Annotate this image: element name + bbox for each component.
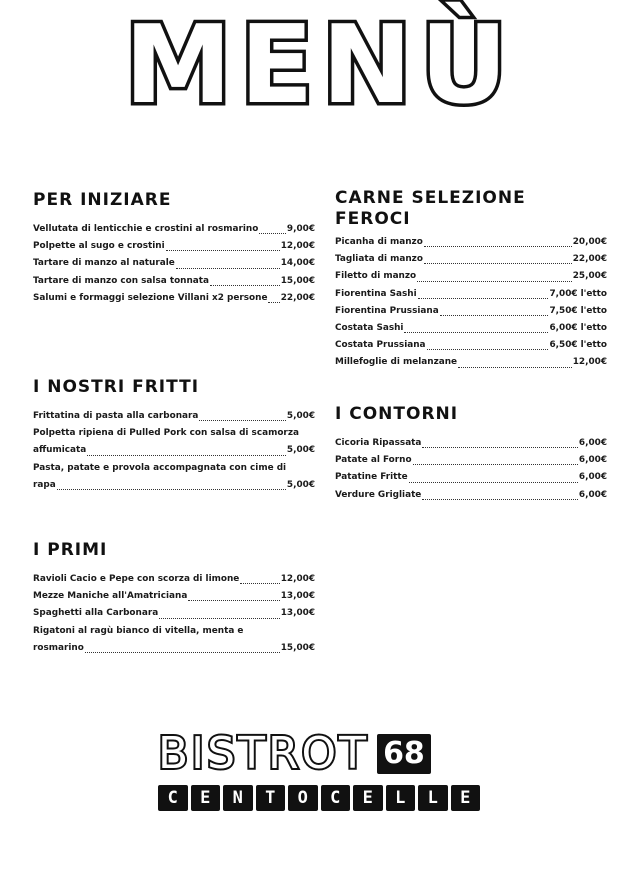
item-price: 14,00€ <box>280 258 315 269</box>
leader-dots <box>422 499 578 500</box>
section-title: I NOSTRI FRITTI <box>33 377 200 397</box>
item-name: rosmarino <box>33 642 84 653</box>
item-name-line: Polpetta ripiena di Pulled Pork con salsa di scamorza <box>33 428 299 439</box>
item-name: Costata Prussiana <box>335 340 426 351</box>
menu-item <box>335 303 607 320</box>
leader-dots <box>440 315 549 316</box>
section-nostri-fritti <box>33 377 315 494</box>
item-price: 9,00€ <box>286 224 315 234</box>
logo-letter-tile: E <box>191 785 221 811</box>
item-name: Tartare di manzo con salsa tonnata <box>33 275 210 286</box>
leader-dots <box>188 600 279 601</box>
menu-item <box>33 290 315 307</box>
leader-dots <box>424 263 572 264</box>
item-name: Spaghetti alla Carbonara <box>33 608 159 619</box>
item-price: 7,00€ l'etto <box>549 288 607 299</box>
logo-letter-tile: C <box>321 785 351 811</box>
section-primi <box>33 540 315 657</box>
leader-dots <box>176 268 280 269</box>
menu-item <box>335 286 607 303</box>
leader-dots <box>57 489 286 490</box>
item-name: Fiorentina Sashi <box>335 288 417 299</box>
item-name: affumicata <box>33 445 87 456</box>
item-name: Ravioli Cacio e Pepe con scorza di limone <box>33 574 240 584</box>
item-name: Mezze Maniche all'Amatriciana <box>33 591 188 602</box>
menu-item <box>335 487 607 504</box>
item-name: Tartare di manzo al naturale <box>33 258 175 269</box>
leader-dots <box>210 285 280 286</box>
leader-dots <box>422 447 578 448</box>
item-price: 6,00€ <box>578 489 607 500</box>
item-price: 6,00€ l'etto <box>549 323 607 334</box>
item-name: Picanha di manzo <box>335 237 423 247</box>
item-price: 6,00€ <box>578 472 607 483</box>
leader-dots <box>199 420 286 421</box>
menu-item <box>33 425 315 459</box>
item-price: 20,00€ <box>572 237 607 247</box>
leader-dots <box>404 332 548 333</box>
menu-item <box>33 605 315 622</box>
item-name: Vellutata di lenticchie e crostini al rosmarino <box>33 224 259 234</box>
menu-item <box>33 255 315 272</box>
item-price: 15,00€ <box>280 642 315 653</box>
item-price: 13,00€ <box>280 591 315 602</box>
logo-letter-tile: O <box>288 785 318 811</box>
menu-item <box>33 623 315 657</box>
leader-dots <box>417 281 572 282</box>
menu-item <box>33 460 315 494</box>
leader-dots <box>418 298 549 299</box>
logo-wordmark: BISTROT <box>158 728 370 779</box>
menu-item <box>335 251 607 268</box>
item-price: 5,00€ <box>286 411 315 421</box>
item-price: 7,50€ l'etto <box>549 305 607 316</box>
item-price: 15,00€ <box>280 275 315 286</box>
item-name: Costata Sashi <box>335 323 404 334</box>
menu-item <box>33 273 315 290</box>
menu-item <box>335 452 607 469</box>
item-name: Millefoglie di melanzane <box>335 357 458 368</box>
item-price: 22,00€ <box>280 292 315 303</box>
item-name-line: Pasta, patate e provola accompagnata con cime di <box>33 462 287 473</box>
menu-item <box>33 238 315 255</box>
item-price: 6,50€ l'etto <box>549 340 607 351</box>
item-price: 12,00€ <box>280 574 315 584</box>
leader-dots <box>424 246 572 247</box>
section-title-line2: FEROCI <box>335 209 411 229</box>
section-title: I CONTORNI <box>335 404 459 424</box>
section-title: CARNE SELEZIONE <box>335 188 526 208</box>
menu-title: MENÙ <box>124 3 516 128</box>
item-name: rapa <box>33 479 56 490</box>
menu-item <box>33 588 315 605</box>
menu-item <box>335 469 607 486</box>
leader-dots <box>240 583 279 584</box>
item-name: Frittatina di pasta alla carbonara <box>33 411 199 421</box>
logo-letter-tile: E <box>353 785 383 811</box>
item-price: 5,00€ <box>286 445 315 456</box>
item-name-line: Rigatoni al ragù bianco di vitella, menta e <box>33 625 244 636</box>
item-name: Verdure Grigliate <box>335 489 422 500</box>
leader-dots <box>413 464 578 465</box>
leader-dots <box>159 618 280 619</box>
leader-dots <box>87 455 286 456</box>
item-price: 13,00€ <box>280 608 315 619</box>
leader-dots <box>427 349 549 350</box>
item-name: Fiorentina Prussiana <box>335 305 439 316</box>
item-price: 25,00€ <box>572 271 607 282</box>
item-price: 6,00€ <box>578 438 607 448</box>
logo-letter-tile: N <box>223 785 253 811</box>
section-carne <box>335 188 607 372</box>
logo-letter-tile: L <box>418 785 448 811</box>
menu-item <box>335 354 607 371</box>
menu-item <box>335 435 607 452</box>
section-per-iniziare <box>33 190 315 307</box>
menu-item <box>335 234 607 251</box>
bistrot-logo <box>158 728 480 811</box>
item-price: 12,00€ <box>572 357 607 368</box>
item-price: 12,00€ <box>280 241 315 252</box>
menu-item <box>33 571 315 588</box>
menu-item <box>33 221 315 238</box>
logo-letter-tile: L <box>386 785 416 811</box>
leader-dots <box>458 367 572 368</box>
item-price: 5,00€ <box>286 479 315 490</box>
item-name: Filetto di manzo <box>335 271 417 282</box>
section-contorni <box>335 404 607 504</box>
item-name: Patatine Fritte <box>335 472 408 483</box>
leader-dots <box>85 652 280 653</box>
item-price: 6,00€ <box>578 455 607 466</box>
section-title: PER INIZIARE <box>33 190 172 210</box>
item-name: Polpette al sugo e crostini <box>33 241 165 252</box>
item-name: Salumi e formaggi selezione Villani x2 persone <box>33 292 268 303</box>
leader-dots <box>268 302 279 303</box>
section-title: I PRIMI <box>33 540 108 560</box>
logo-letter-tile: T <box>256 785 286 811</box>
menu-item <box>335 320 607 337</box>
leader-dots <box>409 482 578 483</box>
item-price: 22,00€ <box>572 254 607 265</box>
logo-letter-tile: E <box>451 785 481 811</box>
logo-letter-tile: C <box>158 785 188 811</box>
logo-number-badge: 68 <box>377 734 431 774</box>
logo-subtitle-tiles <box>158 785 480 811</box>
leader-dots <box>259 233 286 234</box>
leader-dots <box>166 250 280 251</box>
menu-item <box>335 268 607 285</box>
menu-item <box>335 337 607 354</box>
item-name: Tagliata di manzo <box>335 254 423 265</box>
item-name: Patate al Forno <box>335 455 412 466</box>
menu-item <box>33 408 315 425</box>
item-name: Cicoria Ripassata <box>335 438 422 448</box>
